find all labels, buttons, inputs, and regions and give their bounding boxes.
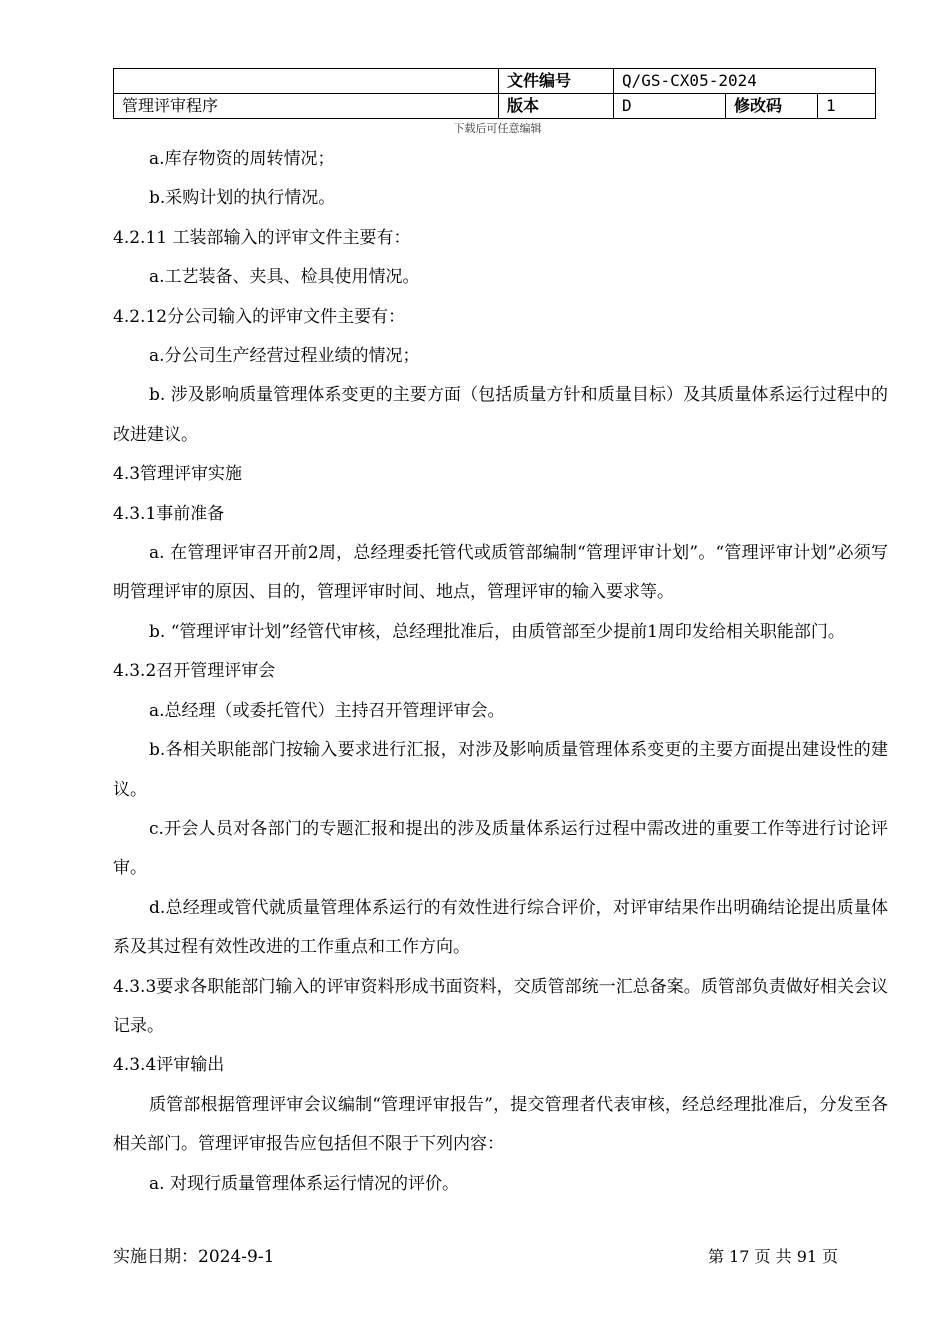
document-title: 管理评审程序 — [114, 94, 499, 119]
paragraph-item: 质管部根据管理评审会议编制“管理评审报告”，提交管理者代表审核，经总经理批准后，分发至各相关部门。管理评审报告应包括但不限于下列内容： — [113, 1094, 888, 1155]
document-header-table — [113, 68, 876, 119]
paragraph-item: c.开会人员对各部门的专题汇报和提出的涉及质量体系运行过程中需改进的重要工作等进行讨论评审。 — [113, 818, 888, 879]
section-heading: 4.3.4评审输出 — [113, 1055, 225, 1076]
paragraph-item: a.总经理（或委托管代）主持召开管理评审会。 — [149, 700, 505, 721]
paragraph-item: b. 涉及影响质量管理体系变更的主要方面（包括质量方针和质量目标）及其质量体系运行过程中的改进建议。 — [113, 385, 888, 445]
page-number: 第 17 页 共 91 页 — [708, 1247, 839, 1266]
section-heading: 4.3.2召开管理评审会 — [113, 661, 276, 682]
file-number-value: Q/GS-CX05-2024 — [614, 69, 876, 94]
effective-date: 实施日期：2024-9-1 — [113, 1247, 275, 1267]
paragraph-item: a. 在管理评审召开前2周，总经理委托管代或质管部编制“管理评审计划”。“管理评审计划”必须写明管理评审的原因、目的，管理评审时间、地点，管理评审的输入要求等。 — [113, 543, 888, 603]
section-heading: 4.2.11 工装部输入的评审文件主要有： — [113, 227, 411, 248]
paragraph-item: 4.3.3要求各职能部门输入的评审资料形成书面资料，交质管部统一汇总备案。质管部负责做好相关会议记录。 — [113, 976, 888, 1036]
version-label: 版本 — [499, 94, 614, 119]
section-heading: 4.2.12分公司输入的评审文件主要有： — [113, 306, 406, 327]
header-row-2 — [114, 94, 876, 119]
section-heading: 4.3管理评审实施 — [113, 464, 243, 485]
file-number-label: 文件编号 — [499, 69, 614, 94]
header-row-1 — [114, 69, 876, 94]
paragraph-item: a.分公司生产经营过程业绩的情况； — [149, 346, 420, 367]
revision-label: 修改码 — [726, 94, 818, 119]
section-heading: 4.3.1事前准备 — [113, 503, 225, 524]
paragraph-item: a.工艺装备、夹具、检具使用情况。 — [149, 267, 420, 288]
paragraph-item: d.总经理或管代就质量管理体系运行的有效性进行综合评价，对评审结果作出明确结论提出质量体系及其过程有效性改进的工作重点和工作方向。 — [113, 897, 888, 958]
paragraph-item: b.各相关职能部门按输入要求进行汇报，对涉及影响质量管理体系变更的主要方面提出建设性的建议。 — [113, 740, 888, 800]
paragraph-item: a.库存物资的周转情况； — [149, 149, 335, 169]
paragraph-item: b.采购计划的执行情况。 — [149, 188, 336, 209]
header-blank-cell — [114, 69, 499, 94]
version-value: D — [614, 94, 726, 119]
document-body — [113, 140, 888, 1204]
revision-value: 1 — [818, 94, 876, 119]
paragraph-item: b. “管理评审计划”经管代审核，总经理批准后，由质管部至少提前1周印发给相关职能部门。 — [149, 621, 845, 642]
download-watermark: 下载后可任意编辑 — [453, 122, 542, 135]
paragraph-item: a. 对现行质量管理体系运行情况的评价。 — [149, 1173, 459, 1194]
